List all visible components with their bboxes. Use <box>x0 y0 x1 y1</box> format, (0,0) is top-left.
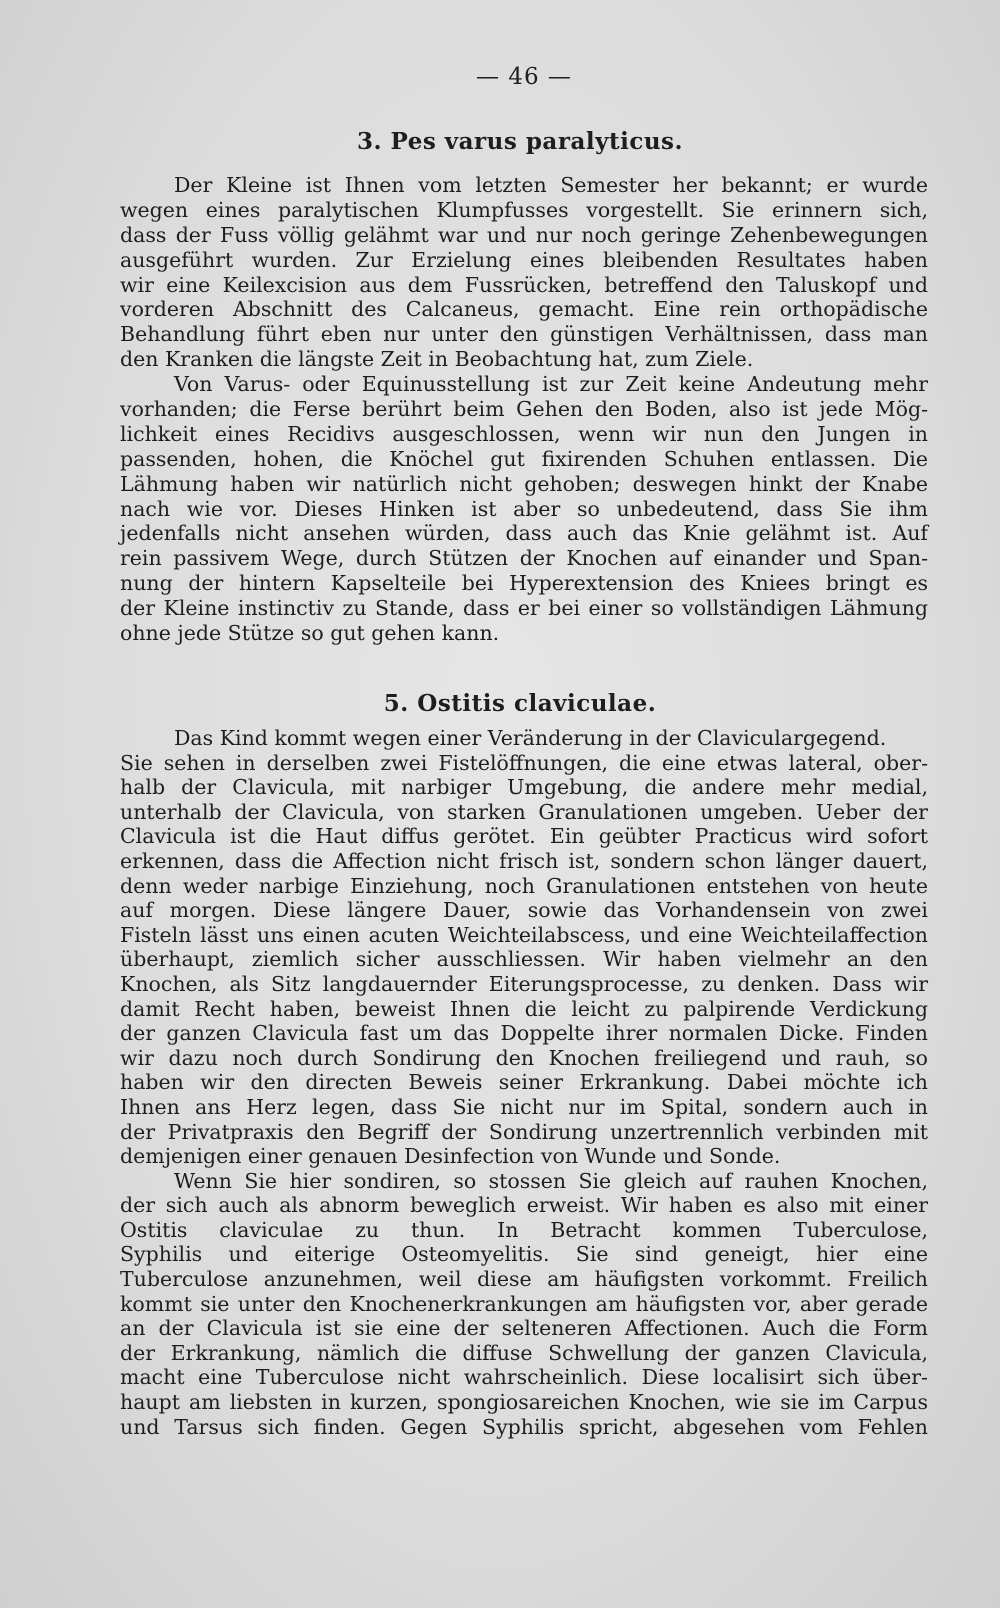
text-line: wir dazu noch durch Sondirung den Knochen freiliegend und rauh, so <box>120 1045 928 1070</box>
text-line: auf morgen. Diese längere Dauer, sowie das Vorhandensein von zwei <box>120 898 928 923</box>
text-line: der Privatpraxis den Begriff der Sondirung unzertrennlich verbinden mit <box>120 1119 928 1144</box>
text-line: Behandlung führt eben nur unter den günstigen Verhältnissen, dass man <box>120 322 928 347</box>
section-heading-pes-varus: 3. Pes varus paralyticus. <box>357 128 683 155</box>
text-line: Das Kind kommt wegen einer Veränderung in der Claviculargegend. <box>174 726 887 750</box>
text-line: denn weder narbige Einziehung, noch Granulationen entstehen von heute <box>120 873 928 898</box>
text-line: ausgeführt wurden. Zur Erzielung eines bleibenden Resultates haben <box>120 247 928 272</box>
section-heading-ostitis: 5. Ostitis claviculae. <box>383 690 657 717</box>
text-line: Der Kleine ist Ihnen vom letzten Semester her bekannt; er wurde <box>174 173 928 197</box>
text-line: der sich auch als abnorm beweglich erweist. Wir haben es also mit einer <box>120 1193 928 1218</box>
text-line: lichkeit eines Recidivs ausgeschlossen, wenn wir nun den Jungen in <box>120 421 928 446</box>
text-line: Tuberculose anzunehmen, weil diese am häufigsten vorkommt. Freilich <box>120 1267 928 1292</box>
text-line: dass der Fuss völlig gelähmt war und nur noch geringe Zehenbewegungen <box>120 222 928 247</box>
text-line: der ganzen Clavicula fast um das Doppelte ihrer normalen Dicke. Finden <box>120 1021 928 1046</box>
text-line: und Tarsus sich finden. Gegen Syphilis spricht, abgesehen vom Fehlen <box>120 1414 928 1439</box>
text-line: Clavicula ist die Haut diffus gerötet. Ein geübter Practicus wird sofort <box>120 824 928 849</box>
text-line: kommt sie unter den Knochenerkrankungen am häufigsten vor, aber gerade <box>120 1291 928 1316</box>
text-line: überhaupt, ziemlich sicher ausschliessen. Wir haben vielmehr an den <box>120 947 928 972</box>
text-line: ohne jede Stütze so gut gehen kann. <box>120 621 500 646</box>
text-line: den Kranken die längste Zeit in Beobachtung hat, zum Ziele. <box>120 347 754 372</box>
text-line: macht eine Tuberculose nicht wahrscheinlich. Diese localisirt sich über- <box>120 1365 928 1390</box>
text-line: der Erkrankung, nämlich die diffuse Schwellung der ganzen Clavicula, <box>120 1340 928 1365</box>
text-line: Lähmung haben wir natürlich nicht gehoben; deswegen hinkt der Knabe <box>120 471 928 496</box>
text-line: vorderen Abschnitt des Calcaneus, gemacht. Eine rein orthopädische <box>120 297 928 322</box>
text-line: halb der Clavicula, mit narbiger Umgebung, die andere mehr medial, <box>120 775 928 800</box>
text-line: unterhalb der Clavicula, von starken Granulationen umgeben. Ueber der <box>120 799 928 824</box>
text-line: Sie sehen in derselben zwei Fistelöffnungen, die eine etwas lateral, ober- <box>120 750 928 775</box>
text-line: Ihnen ans Herz legen, dass Sie nicht nur im Spital, sondern auch in <box>120 1094 928 1119</box>
text-line: jedenfalls nicht ansehen würden, dass auch das Knie gelähmt ist. Auf <box>120 521 928 546</box>
text-line: haben wir den directen Beweis seiner Erkrankung. Dabei möchte ich <box>120 1070 928 1095</box>
text-line: nung der hintern Kapselteile bei Hyperextension des Kniees bringt es <box>120 571 928 596</box>
text-line: damit Recht haben, beweist Ihnen die leicht zu palpirende Verdickung <box>120 996 928 1021</box>
text-line: erkennen, dass die Affection nicht frisch ist, sondern schon länger dauert, <box>120 848 928 873</box>
section-body-pes-varus <box>120 173 928 646</box>
page-number: — 46 — <box>476 64 572 90</box>
text-line: wir eine Keilexcision aus dem Fussrücken, betreffend den Taluskopf und <box>120 272 928 297</box>
section-body-ostitis <box>120 726 928 1439</box>
text-line: an der Clavicula ist sie eine der selteneren Affectionen. Auch die Form <box>120 1316 928 1341</box>
text-line: der Kleine instinctiv zu Stande, dass er bei einer so vollständigen Lähmung <box>120 596 928 621</box>
text-line: haupt am liebsten in kurzen, spongiosareichen Knochen, wie sie im Carpus <box>120 1390 928 1415</box>
text-line: vorhanden; die Ferse berührt beim Gehen den Boden, also ist jede Mög- <box>120 397 928 422</box>
text-line: Knochen, als Sitz langdauernder Eiterungsprocesse, zu denken. Dass wir <box>120 971 928 996</box>
text-line: Ostitis claviculae zu thun. In Betracht kommen Tuberculose, <box>120 1217 928 1242</box>
text-line: Von Varus- oder Equinusstellung ist zur Zeit keine Andeutung mehr <box>174 372 928 397</box>
text-line: wegen eines paralytischen Klumpfusses vorgestellt. Sie erinnern sich, <box>120 197 928 222</box>
text-line: Syphilis und eiterige Osteomyelitis. Sie sind geneigt, hier eine <box>120 1242 928 1267</box>
text-line: rein passivem Wege, durch Stützen der Knochen auf einander und Span- <box>120 546 928 571</box>
text-line: Wenn Sie hier sondiren, so stossen Sie gleich auf rauhen Knochen, <box>174 1168 928 1193</box>
text-line: nach wie vor. Dieses Hinken ist aber so unbedeutend, dass Sie ihm <box>120 496 928 521</box>
text-line: demjenigen einer genauen Desinfection von Wunde und Sonde. <box>120 1144 781 1169</box>
text-line: passenden, hohen, die Knöchel gut fixirenden Schuhen entlassen. Die <box>120 446 928 471</box>
text-line: Fisteln lässt uns einen acuten Weichteilabscess, und eine Weichteilaffection <box>120 922 928 947</box>
